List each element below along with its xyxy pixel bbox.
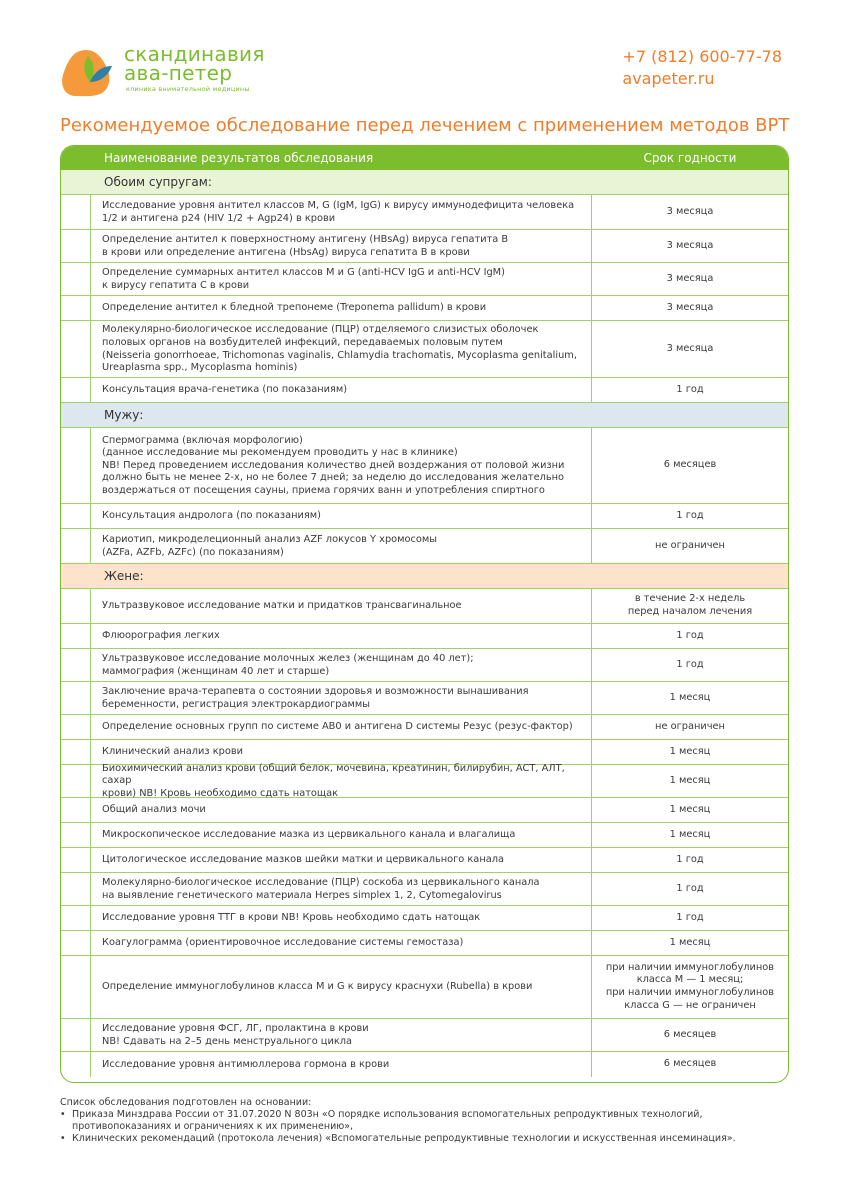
row-validity-term: 1 год <box>676 853 704 865</box>
table-header <box>61 146 788 170</box>
phone-link[interactable]: +7 (812) 600-77-78 <box>622 47 782 66</box>
header-term-column: Срок годности <box>643 151 737 165</box>
row-exam-name: Определение антител к поверхностному антигену (HBsAg) вируса гепатита B в крови или определение антигена (HbsAg) вируса гепатита B в крови <box>91 230 592 262</box>
table-row <box>61 682 788 715</box>
row-exam-name: Клинический анализ крови <box>91 740 592 764</box>
row-gutter <box>61 195 91 229</box>
bullet-icon: • <box>60 1133 66 1144</box>
row-gutter <box>61 906 91 930</box>
row-gutter <box>61 624 91 648</box>
row-gutter <box>61 873 91 905</box>
row-gutter <box>61 263 91 295</box>
row-exam-name: Микроскопическое исследование мазка из цервикального канала и влагалища <box>91 823 592 847</box>
section-header: Жене: <box>61 564 788 589</box>
logo-name-line1: скандинавия <box>124 42 265 66</box>
table-row <box>61 649 788 682</box>
row-validity-term: 3 месяца <box>666 342 714 354</box>
row-validity-term: 6 месяцев <box>663 459 717 471</box>
row-gutter <box>61 765 91 797</box>
row-exam-name: Определение иммуноглобулинов класса M и G к вирусу краснухи (Rubella) в крови <box>91 956 592 1018</box>
row-validity-term: 3 месяца <box>666 239 714 251</box>
row-gutter <box>61 529 91 563</box>
row-exam-name: Определение антител к бледной трепонеме (Treponema pallidum) в крови <box>91 296 592 320</box>
table-row <box>61 504 788 529</box>
row-gutter <box>61 589 91 623</box>
row-validity-term: 1 месяц <box>669 828 711 840</box>
row-gutter <box>61 848 91 872</box>
footer-list <box>60 1109 800 1145</box>
logo-subtitle: клиника внимательной медицины <box>126 85 250 93</box>
row-exam-name: Заключение врача-терапевта о состоянии здоровья и возможности вынашивания беременности, регистрация электрокардиограммы <box>91 682 592 714</box>
footer-item-text: Приказа Минздрава России от 31.07.2020 N 803н «О порядке использования вспомогательных репродуктивных технологий, противопоказаниях и ограничениях к их применению», <box>72 1109 703 1132</box>
table-row <box>61 848 788 873</box>
row-exam-name: Спермограмма (включая морфологию) (данное исследование мы рекомендуем проводить у нас в клинике) NB! Перед проведением исследования количество дней воздержания от половой жизни должно быть не менее 2-х, но не более 7 дней; за неделю до исследования желательно воздержаться от посещения сауны, приема горячих ванн и употребления спиртного <box>91 428 592 503</box>
row-validity-term: 6 месяцев <box>663 1028 717 1040</box>
row-gutter <box>61 649 91 681</box>
table-row <box>61 230 788 263</box>
table-row <box>61 823 788 848</box>
row-validity-term: 1 месяц <box>669 745 711 757</box>
table-row <box>61 321 788 378</box>
table-row <box>61 931 788 956</box>
row-gutter <box>61 682 91 714</box>
row-gutter <box>61 931 91 955</box>
row-exam-name: Исследование уровня антител классов M, G (IgM, IgG) к вирусу иммунодефицита человека 1/2 и антигена р24 (HIV 1/2 + Agp24) в крови <box>91 195 592 229</box>
footer-item <box>60 1133 800 1145</box>
row-gutter <box>61 1019 91 1051</box>
table-row <box>61 296 788 321</box>
row-gutter <box>61 378 91 402</box>
table-row <box>61 624 788 649</box>
table-row <box>61 1019 788 1052</box>
row-exam-name: Определение основных групп по системе AB0 и антигена D системы Резус (резус-фактор) <box>91 715 592 739</box>
row-exam-name: Исследование уровня ТТГ в крови NB! Кровь необходимо сдать натощак <box>91 906 592 930</box>
row-validity-term: 1 год <box>676 882 704 894</box>
table-row <box>61 873 788 906</box>
row-exam-name: Определение суммарных антител классов M и G (anti-HCV IgG и anti-HCV IgM) к вирусу гепатита C в крови <box>91 263 592 295</box>
row-exam-name: Ультразвуковое исследование матки и придатков трансвагинальное <box>91 589 592 623</box>
logo-mark-icon <box>60 46 116 98</box>
row-gutter <box>61 504 91 528</box>
section-header: Мужу: <box>61 403 788 428</box>
table-row <box>61 715 788 740</box>
row-validity-term: 1 месяц <box>669 936 711 948</box>
row-validity-term: при наличии иммуноглобулинов класса M — 1 месяц; при наличии иммуноглобулинов класса G — не ограничен <box>605 961 775 1011</box>
row-exam-name: Ультразвуковое исследование молочных желез (женщинам до 40 лет); маммография (женщинам 40 лет и старше) <box>91 649 592 681</box>
footer-notes <box>60 1097 800 1145</box>
row-exam-name: Исследование уровня антимюллерова гормона в крови <box>91 1052 592 1077</box>
row-validity-term: 1 год <box>676 911 704 923</box>
table-body <box>61 170 788 1077</box>
table-row <box>61 906 788 931</box>
contacts <box>622 46 782 90</box>
row-gutter <box>61 798 91 822</box>
row-exam-name: Флюорография легких <box>91 624 592 648</box>
row-validity-term: 3 месяца <box>666 301 714 313</box>
row-gutter <box>61 715 91 739</box>
row-validity-term: в течение 2-х недель перед началом лечения <box>627 593 753 617</box>
table-row <box>61 263 788 296</box>
row-validity-term: 3 месяца <box>666 205 714 217</box>
row-exam-name: Консультация андролога (по показаниям) <box>91 504 592 528</box>
row-validity-term: 3 месяца <box>666 272 714 284</box>
page-title: Рекомендуемое обследование перед лечением с применением методов ВРТ <box>60 115 790 136</box>
site-link[interactable]: avapeter.ru <box>622 69 715 88</box>
row-validity-term: не ограничен <box>655 539 725 551</box>
row-validity-term: 1 год <box>676 658 704 670</box>
table-row <box>61 798 788 823</box>
row-exam-name: Цитологическое исследование мазков шейки матки и цервикального канала <box>91 848 592 872</box>
row-gutter <box>61 296 91 320</box>
row-exam-name: Исследование уровня ФСГ, ЛГ, пролактина в крови NB! Сдавать на 2–5 день менструального цикла <box>91 1019 592 1051</box>
row-exam-name: Молекулярно-биологическое исследование (ПЦР) отделяемого слизистых оболочек половых органов на возбудителей инфекций, передаваемых половым путем (Neisseria gonorrhoeae, Trichomonas vaginalis, Chlamydia trachomatis, Mycoplasma genitalium, Ureaplasma spp., Mycoplasma hominis) <box>91 321 592 377</box>
footer-intro: Список обследования подготовлен на основании: <box>60 1097 312 1108</box>
row-gutter <box>61 823 91 847</box>
table-row <box>61 740 788 765</box>
row-gutter <box>61 428 91 503</box>
row-gutter <box>61 321 91 377</box>
footer-item <box>60 1109 800 1133</box>
row-exam-name: Кариотип, микроделеционный анализ AZF локусов Y хромосомы (AZFa, AZFb, AZFc) (по показаниям) <box>91 529 592 563</box>
table-row <box>61 195 788 230</box>
table-row <box>61 428 788 504</box>
table-row <box>61 378 788 403</box>
row-validity-term: 6 месяцев <box>663 1058 717 1070</box>
table-row <box>61 956 788 1019</box>
table-row <box>61 762 788 799</box>
exam-table <box>60 145 789 1083</box>
table-row <box>61 1052 788 1077</box>
row-exam-name: Биохимический анализ крови (общий белок, мочевина, креатинин, билирубин, АСТ, АЛТ, сахар крови) NB! Кровь необходимо сдать натощак <box>91 765 592 797</box>
section-header: Обоим супругам: <box>61 170 788 195</box>
row-validity-term: 1 месяц <box>669 803 711 815</box>
row-exam-name: Молекулярно-биологическое исследование (ПЦР) соскоба из цервикального канала на выявление генетического материала Herpes simplex 1, 2, Cytomegalovirus <box>91 873 592 905</box>
row-exam-name: Общий анализ мочи <box>91 798 592 822</box>
page-header <box>60 44 790 104</box>
table-row <box>61 529 788 564</box>
row-gutter <box>61 956 91 1018</box>
row-gutter <box>61 740 91 764</box>
row-gutter <box>61 230 91 262</box>
row-validity-term: 1 месяц <box>669 774 711 786</box>
row-validity-term: 1 год <box>676 383 704 395</box>
clinic-logo[interactable] <box>60 44 320 100</box>
row-validity-term: 1 год <box>676 629 704 641</box>
footer-item-text: Клинических рекомендаций (протокола лечения) «Вспомогательные репродуктивные технологии и искусственная инсеминация». <box>72 1133 736 1144</box>
row-gutter <box>61 1052 91 1077</box>
row-validity-term: 1 месяц <box>669 691 711 703</box>
row-exam-name: Консультация врача-генетика (по показаниям) <box>91 378 592 402</box>
row-validity-term: 1 год <box>676 509 704 521</box>
table-row <box>61 589 788 624</box>
row-exam-name: Коагулограмма (ориентировочное исследование системы гемостаза) <box>91 931 592 955</box>
row-validity-term: не ограничен <box>655 720 725 732</box>
header-name-column: Наименование результатов обследования <box>104 151 374 165</box>
logo-name-line2: ава-петер <box>124 61 233 85</box>
bullet-icon: • <box>60 1109 66 1120</box>
